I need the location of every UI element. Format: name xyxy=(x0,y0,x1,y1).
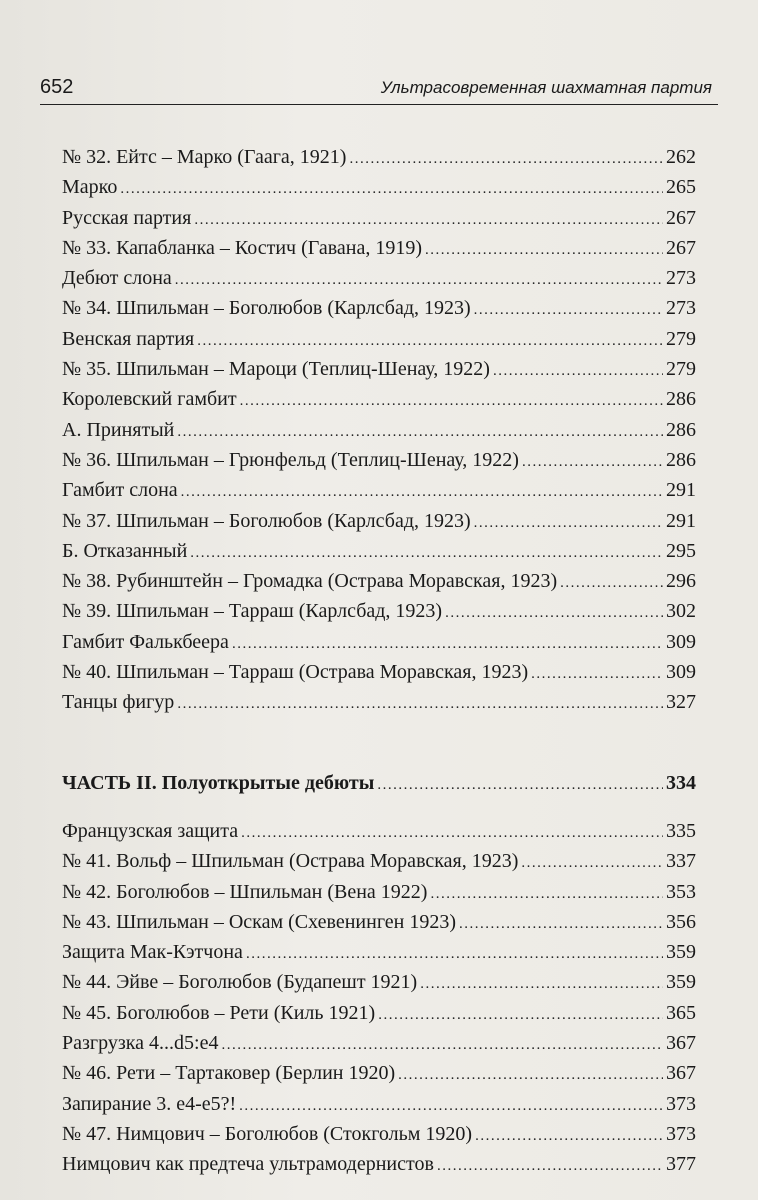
toc-entry xyxy=(62,1089,696,1119)
toc-part-heading xyxy=(62,768,696,798)
toc-entry xyxy=(62,816,696,846)
leader-dots xyxy=(437,1151,663,1181)
toc-entry xyxy=(62,445,696,475)
toc-entry-title: А. Принятый xyxy=(62,418,175,441)
leader-dots xyxy=(240,386,663,416)
toc-entry-title: Французская защита xyxy=(62,819,239,842)
part-heading-title: ЧАСТЬ II. Полуоткрытые дебюты xyxy=(62,771,375,794)
toc-entry-title: Гамбит слона xyxy=(62,479,178,502)
toc-entry xyxy=(62,384,696,414)
toc-entry-page: 373 xyxy=(666,1092,696,1115)
toc-entry-page: 353 xyxy=(666,880,696,903)
toc-entry-page: 273 xyxy=(666,267,696,290)
toc-entry-title: Разгрузка 4...d5:e4 xyxy=(62,1032,219,1055)
toc-entry-title: Запирание 3. e4-e5?! xyxy=(62,1092,237,1115)
toc-entry xyxy=(62,937,696,967)
leader-dots xyxy=(120,174,663,204)
toc-entry-title: № 36. Шпильман – Грюнфельд (Теплиц-Шенау, 1922) xyxy=(62,448,519,471)
leader-dots xyxy=(349,144,663,174)
toc-entry-page: 296 xyxy=(666,570,696,593)
leader-dots xyxy=(194,205,663,235)
leader-dots xyxy=(475,1121,663,1151)
toc-entry-title: № 42. Боголюбов – Шпильман (Вена 1922) xyxy=(62,880,428,903)
leader-dots xyxy=(430,879,663,909)
toc-entry-page: 267 xyxy=(666,206,696,229)
leader-dots xyxy=(190,538,663,568)
toc-entry-page: 265 xyxy=(666,176,696,199)
toc-entry-title: № 45. Боголюбов – Рети (Киль 1921) xyxy=(62,1001,376,1024)
leader-dots xyxy=(474,508,663,538)
toc-entry-page: 359 xyxy=(666,941,696,964)
toc-entry-page: 367 xyxy=(666,1062,696,1085)
page-header xyxy=(40,74,718,105)
toc-entry-title: Венская партия xyxy=(62,327,195,350)
toc-entry-title: Русская партия xyxy=(62,206,192,229)
toc-entry xyxy=(62,1058,696,1088)
leader-dots xyxy=(177,417,663,447)
leader-dots xyxy=(445,598,663,628)
toc-entry-title: № 44. Эйве – Боголюбов (Будапешт 1921) xyxy=(62,971,418,994)
toc-entry-page: 335 xyxy=(666,819,696,842)
leader-dots xyxy=(531,659,663,689)
toc-entry-title: № 37. Шпильман – Боголюбов (Карлсбад, 1923) xyxy=(62,509,471,532)
toc-entry xyxy=(62,1149,696,1179)
leader-dots xyxy=(197,326,663,356)
toc-entry-title: № 39. Шпильман – Тарраш (Карлсбад, 1923) xyxy=(62,600,443,623)
leader-dots xyxy=(459,909,663,939)
leader-dots xyxy=(246,939,663,969)
toc-entry-page: 356 xyxy=(666,910,696,933)
toc-entry-page: 309 xyxy=(666,661,696,684)
leader-dots xyxy=(378,1000,663,1030)
toc-entry-title: Гамбит Фалькбеера xyxy=(62,630,229,653)
toc-entry-title: № 40. Шпильман – Тарраш (Острава Моравская, 1923) xyxy=(62,661,529,684)
toc-entry xyxy=(62,263,696,293)
toc-entry-page: 337 xyxy=(666,850,696,873)
toc-part1-list xyxy=(62,142,696,718)
toc-entry xyxy=(62,324,696,354)
toc-entry-title: № 32. Ейтс – Марко (Гаага, 1921) xyxy=(62,146,347,168)
spacer xyxy=(62,798,696,816)
toc-entry-page: 365 xyxy=(666,1001,696,1024)
toc-entry-page: 262 xyxy=(666,146,696,168)
leader-dots xyxy=(221,1030,663,1060)
leader-dots xyxy=(377,770,663,800)
toc-entry xyxy=(62,1028,696,1058)
toc-entry-title: Марко xyxy=(62,176,118,199)
leader-dots xyxy=(560,568,663,598)
toc-entry-title: № 33. Капабланка – Костич (Гавана, 1919) xyxy=(62,236,422,259)
leader-dots xyxy=(175,265,663,295)
toc-entry xyxy=(62,998,696,1028)
toc-entry-page: 279 xyxy=(666,358,696,381)
leader-dots xyxy=(522,447,663,477)
toc-entry xyxy=(62,536,696,566)
toc-entry xyxy=(62,415,696,445)
running-title: Ультрасовременная шахматная партия xyxy=(380,78,712,97)
toc-entry-page: 302 xyxy=(666,600,696,623)
toc-entry-page: 279 xyxy=(666,327,696,350)
toc-entry xyxy=(62,172,696,202)
page-number: 652 xyxy=(40,76,74,98)
toc-entry-page: 291 xyxy=(666,479,696,502)
table-of-contents xyxy=(62,142,696,1180)
toc-entry xyxy=(62,687,696,717)
toc-part2-list xyxy=(62,816,696,1180)
toc-entry-title: Б. Отказанный xyxy=(62,539,188,562)
toc-entry-page: 359 xyxy=(666,971,696,994)
toc-entry xyxy=(62,627,696,657)
toc-entry-title: Нимцович как предтеча ультрамодернистов xyxy=(62,1153,434,1176)
toc-entry-title: Дебют слона xyxy=(62,267,172,290)
spacer xyxy=(62,718,696,768)
toc-entry xyxy=(62,142,696,172)
toc-entry-page: 327 xyxy=(666,691,696,714)
leader-dots xyxy=(493,356,663,386)
toc-entry xyxy=(62,566,696,596)
toc-entry-page: 286 xyxy=(666,418,696,441)
leader-dots xyxy=(181,477,663,507)
toc-entry-title: № 47. Нимцович – Боголюбов (Стокгольм 1920) xyxy=(62,1122,473,1145)
toc-entry xyxy=(62,907,696,937)
toc-entry xyxy=(62,1119,696,1149)
leader-dots xyxy=(241,818,663,848)
toc-entry xyxy=(62,596,696,626)
toc-entry-page: 291 xyxy=(666,509,696,532)
toc-entry xyxy=(62,506,696,536)
toc-entry-page: 286 xyxy=(666,388,696,411)
toc-entry-title: № 35. Шпильман – Мароци (Теплиц-Шенау, 1922) xyxy=(62,358,490,381)
toc-entry-title: № 34. Шпильман – Боголюбов (Карлсбад, 1923) xyxy=(62,297,471,320)
toc-entry-page: 295 xyxy=(666,539,696,562)
toc-entry xyxy=(62,354,696,384)
leader-dots xyxy=(177,689,663,719)
leader-dots xyxy=(398,1060,663,1090)
leader-dots xyxy=(425,235,663,265)
toc-entry-title: № 46. Рети – Тартаковер (Берлин 1920) xyxy=(62,1062,396,1085)
part-heading-page: 334 xyxy=(666,771,696,794)
toc-entry-page: 377 xyxy=(666,1153,696,1176)
toc-entry-title: № 38. Рубинштейн – Громадка (Острава Моравская, 1923) xyxy=(62,570,558,593)
toc-entry-title: Танцы фигур xyxy=(62,691,175,714)
toc-entry-page: 273 xyxy=(666,297,696,320)
toc-entry-title: Защита Мак-Кэтчона xyxy=(62,941,243,964)
toc-entry xyxy=(62,657,696,687)
toc-entry xyxy=(62,475,696,505)
toc-entry-title: № 43. Шпильман – Оскам (Схевенинген 1923) xyxy=(62,910,457,933)
toc-entry-title: Королевский гамбит xyxy=(62,388,237,411)
toc-entry xyxy=(62,293,696,323)
toc-entry xyxy=(62,203,696,233)
leader-dots xyxy=(232,629,663,659)
toc-entry-page: 309 xyxy=(666,630,696,653)
toc-entry-page: 286 xyxy=(666,448,696,471)
toc-entry xyxy=(62,877,696,907)
leader-dots xyxy=(474,295,663,325)
toc-entry xyxy=(62,967,696,997)
leader-dots xyxy=(420,969,663,999)
toc-entry xyxy=(62,233,696,263)
toc-entry-page: 367 xyxy=(666,1032,696,1055)
leader-dots xyxy=(521,848,663,878)
leader-dots xyxy=(239,1091,663,1121)
toc-entry-title: № 41. Вольф – Шпильман (Острава Моравская, 1923) xyxy=(62,850,519,873)
toc-entry-page: 267 xyxy=(666,236,696,259)
toc-entry-page: 373 xyxy=(666,1122,696,1145)
toc-entry xyxy=(62,846,696,876)
